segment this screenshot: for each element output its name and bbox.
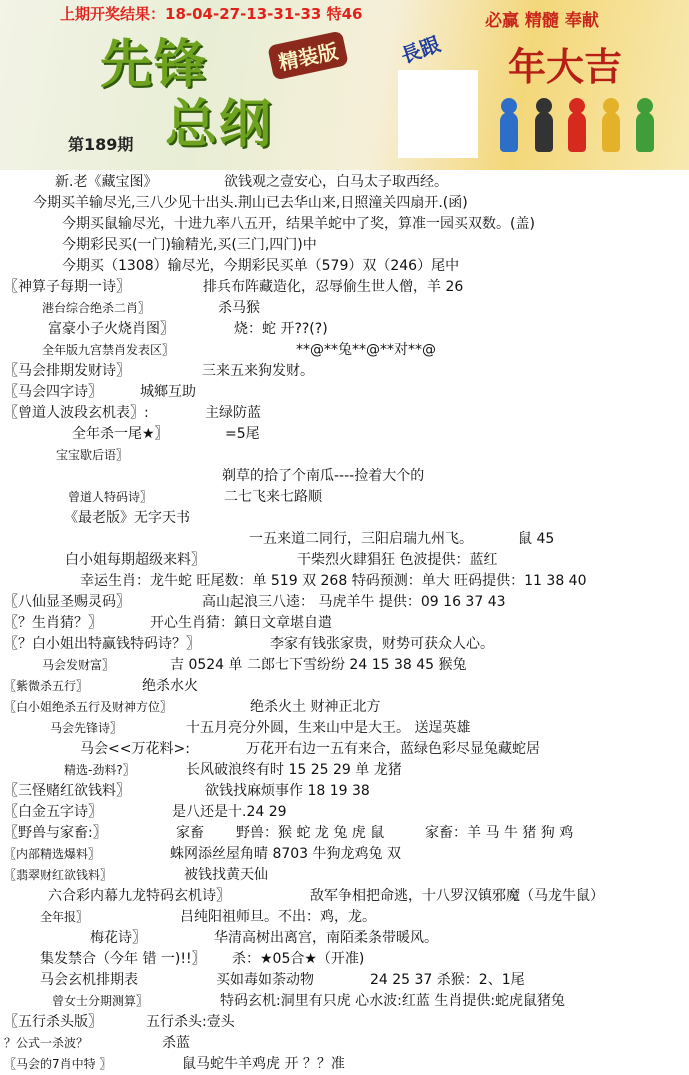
line-label: 〖曾道人波段玄机表〗:	[4, 405, 149, 421]
text-line	[0, 633, 689, 655]
line-value: 万花开右边一五有来合，蓝绿色彩尽显兔藏蛇居	[246, 741, 540, 757]
line-value: 杀马猴	[218, 300, 260, 316]
line-label: 一五来道二同行，三阳启瑞九州飞。	[249, 531, 473, 547]
text-line	[0, 780, 689, 802]
text-line	[0, 654, 689, 676]
text-line	[0, 738, 689, 760]
text-line	[0, 885, 689, 907]
year-text: 年大吉	[508, 44, 623, 89]
edition-badge: 精装版	[267, 30, 349, 80]
line-value: 李家有钱张家贵，财势可获众人心。	[270, 636, 494, 652]
line-value: 二七飞来七路顺	[224, 489, 322, 505]
text-line	[0, 990, 689, 1012]
line-label: 今期买羊输尽光,三八少见十出头.荆山已去华山来,日照潼关四扇开.(函)	[33, 195, 468, 211]
line-label: 白小姐每期超级来料〗	[65, 552, 205, 568]
line-label: 今期买（1308）输尽光，今期彩民买单（579）双（246）尾中	[62, 258, 460, 274]
line-value: 主绿防蓝	[205, 405, 261, 421]
text-line	[0, 1053, 689, 1075]
text-line	[0, 696, 689, 718]
line-label: 〖马会排期发财诗〗	[4, 363, 130, 379]
line-label: 〖马会四字诗〗	[4, 384, 102, 400]
line-label: 剃草的拾了个南瓜----捡着大个的	[222, 468, 425, 484]
text-line	[0, 234, 689, 256]
line-label: 〖五行杀头版〗	[4, 1014, 102, 1030]
text-line	[0, 822, 689, 844]
line-value: 家畜：羊 马 牛 猪 狗 鸡	[425, 825, 574, 841]
line-label: 〖翡翠财红欲钱料〗	[4, 868, 113, 882]
line-value: 欲钱观之壹安心，白马太子取西经。	[224, 174, 448, 190]
line-label: 〖紫微杀五行〗	[4, 679, 89, 693]
text-line	[0, 549, 689, 571]
text-line	[0, 465, 689, 487]
line-label: 〖？白小姐出特赢钱特码诗？〗	[4, 636, 200, 652]
text-line	[0, 423, 689, 445]
text-line	[0, 843, 689, 865]
line-label: 曾女士分期测算〗	[52, 994, 149, 1008]
line-label: 〖神算子每期一诗〗	[4, 279, 130, 295]
line-value: 开心生肖猜：鎮日文章堪自遣	[150, 615, 332, 631]
text-line	[0, 444, 689, 466]
text-line	[0, 276, 689, 298]
line-value: 敌军争相把命逃，十八罗汉镇邪魔（马龙牛鼠）	[310, 888, 604, 904]
line-value: 买如毒如荼动物	[216, 972, 314, 988]
text-line	[0, 1011, 689, 1033]
line-label: 宝宝歇后语〗	[56, 448, 129, 462]
text-line	[0, 906, 689, 928]
line-label: 曾道人特码诗〗	[68, 490, 153, 504]
line-label: 〖三怪赌红欲钱料〗	[4, 783, 130, 799]
text-line	[0, 591, 689, 613]
text-line	[0, 486, 689, 508]
line-label: 六合彩内幕九龙特码玄机诗〗	[48, 888, 230, 904]
line-label: 港台综合绝杀二肖〗	[42, 301, 151, 315]
text-line	[0, 675, 689, 697]
line-label: ？公式一杀波？	[4, 1036, 89, 1050]
line-label: 〖八仙显圣赐灵码〗	[4, 594, 130, 610]
line-value: 绝杀火土 财神正北方	[250, 699, 381, 715]
line-value: 三来五来狗发财。	[202, 363, 314, 379]
line-label: 全年版九宫禁肖发表区〗	[42, 343, 175, 357]
line-value: 鼠马蛇牛羊鸡虎 开 ？？准	[182, 1056, 345, 1072]
text-line	[0, 402, 689, 424]
line-label: 全年杀一尾★〗	[72, 426, 169, 442]
text-line	[0, 570, 689, 592]
text-line	[0, 255, 689, 277]
line-value: 被钱找黄天仙	[184, 867, 268, 883]
line-label: 新.老《藏宝图》	[55, 174, 158, 190]
line-value: 干柴烈火肆猖狂 色波提供：蓝红	[297, 552, 498, 568]
line-value: 欲钱找麻烦事作 18 19 38	[205, 783, 370, 799]
line-value: 长风破浪终有时 15 25 29 单 龙猪	[186, 762, 402, 778]
line-label: 今期彩民买(一门)输精光,买(三门,四门)中	[62, 237, 317, 253]
line-label: 集发禁合（今年 错 一)!!〗	[40, 951, 206, 967]
line-label: 今期买鼠输尽光，十进九率八五开，结果羊蛇中了奖，算准一园买双数。(盖)	[62, 216, 535, 232]
line-value: 吉 0524 单 二郎七下雪纷纷 24 15 38 45 猴兔	[170, 657, 467, 673]
line-label: 〖白金五字诗〗	[4, 804, 102, 820]
text-line	[0, 381, 689, 403]
banner-title-line2: 总纲	[165, 94, 274, 155]
line-label: 马会玄机排期表	[40, 972, 138, 988]
banner-title-line1: 先锋	[100, 34, 209, 95]
line-label: 《最老版》无字天书	[64, 510, 190, 526]
last-draw-result: 上期开奖结果：18-04-27-13-31-33 特46	[60, 5, 363, 23]
line-value: 杀：★05合★（开准)	[232, 951, 365, 967]
text-line	[0, 213, 689, 235]
banner-slogan: 必赢 精髓 奉献	[485, 11, 599, 31]
line-label: 马会先锋诗〗	[50, 721, 123, 735]
line-value: 蛛网添丝屋角晴 8703 牛狗龙鸡兔 双	[170, 846, 401, 862]
text-line	[0, 297, 689, 319]
line-value: 绝杀水火	[142, 678, 198, 694]
text-line	[0, 948, 689, 970]
line-value: 烧：蛇 开??(?)	[234, 321, 328, 337]
line-value: 是八还是十.24 29	[172, 804, 287, 820]
text-line	[0, 717, 689, 739]
text-line	[0, 360, 689, 382]
line-value: 高山起浪三八逵： 马虎羊牛 提供：09 16 37 43	[202, 594, 506, 610]
line-value: 杀蓝	[162, 1035, 190, 1051]
text-line	[0, 801, 689, 823]
line-value: 特码玄机:洞里有只虎 心水波:红蓝 生肖提供:蛇虎鼠猪兔	[220, 993, 566, 1009]
text-line	[0, 1032, 689, 1054]
line-label: 〖内部精选爆料〗	[4, 847, 101, 861]
line-value: 华清高树出离宫，南陌柔条带暖风。	[214, 930, 438, 946]
text-line	[0, 339, 689, 361]
line-label: 〖？生肖猜？〗	[4, 615, 102, 631]
line-value: 城鄉互助	[140, 384, 196, 400]
line-value: 家畜	[176, 825, 204, 841]
line-label: 梅花诗〗	[90, 930, 146, 946]
text-line	[0, 612, 689, 634]
text-line	[0, 192, 689, 214]
follow-label: 長跟	[397, 31, 444, 69]
line-value: **@**兔**@**对**@	[296, 342, 436, 358]
text-line	[0, 171, 689, 193]
text-line	[0, 507, 689, 529]
text-line	[0, 528, 689, 550]
line-value: 鼠 45	[518, 531, 555, 547]
line-value: 24 25 37 杀猴：2、1尾	[370, 972, 525, 988]
line-value: 十五月亮分外圆，生来山中是大王。 送逞英雄	[186, 720, 471, 736]
line-label: 幸运生肖：龙牛蛇 旺尾数：单 519 双 268 特码预测：单大 旺码提供：11 38 40	[80, 573, 587, 589]
line-label: 富豪小子火烧肖图〗	[48, 321, 174, 337]
line-value: 排兵布阵藏造化，忍辱偷生世人僧，羊 26	[203, 279, 464, 295]
issue-period: 第189期	[68, 135, 134, 154]
text-line	[0, 969, 689, 991]
line-label: 〖白小姐绝杀五行及财神方位〗	[4, 700, 173, 714]
line-value: 吕纯阳祖师旦。不出：鸡，龙。	[180, 909, 376, 925]
line-label: 〖野兽与家畜:〗	[4, 825, 107, 841]
line-label: 全年报〗	[40, 910, 89, 924]
text-line	[0, 318, 689, 340]
line-value: =5尾	[225, 426, 260, 442]
line-label: 〖马会的7肖中特 〗	[4, 1057, 112, 1071]
text-line	[0, 759, 689, 781]
line-label: 马会<<万花料>:	[80, 741, 190, 757]
line-value: 野兽：猴 蛇 龙 兔 虎 鼠	[236, 825, 385, 841]
line-label: 精选-劲料?〗	[64, 763, 135, 777]
text-line	[0, 927, 689, 949]
line-value: 五行杀头:壹头	[146, 1014, 235, 1030]
line-label: 马会发财富〗	[42, 658, 115, 672]
text-line	[0, 864, 689, 886]
